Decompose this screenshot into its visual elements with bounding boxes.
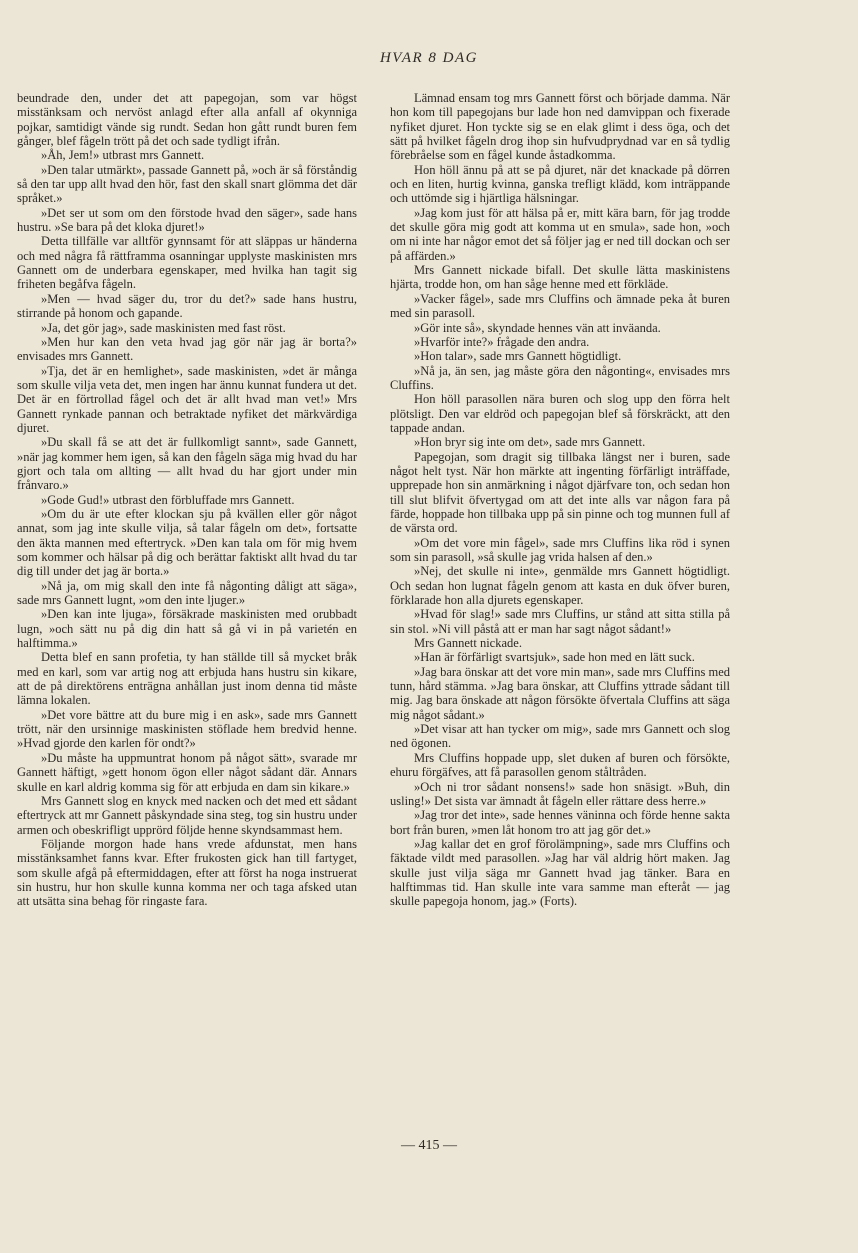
paragraph: »Om du är ute efter klockan sju på kvällen eller gör något annat, som jag inte skulle vilja, så talar fågeln om det», fortsatte den äkta mannen med eftertryck. »Den kan tala om för mig hvem som kommer och hälsar på dig och berättar faktiskt allt hvad du tar dig till under det jag är borta.»: [17, 506, 357, 579]
page-number: — 415 —: [401, 1138, 457, 1153]
paragraph: »Hon talar», sade mrs Gannett högtidligt.: [414, 349, 622, 364]
paragraph: »Vacker fågel», sade mrs Cluffins och ämnade peka åt buren med sin parasoll.: [390, 291, 730, 321]
paragraph: Papegojan, som dragit sig tillbaka längst ner i buren, sade något helt tyst. När hon märkte att ingenting förfärligt inträffade, upprepade hon sin anmärkning i något djärfvare ton, och sedan hon till slut blifvit öfvertygad om att det inte alls var någon fara på färde, hoppade hon tillbaka upp på sin pinne och tog munnen full af de värsta ord.: [390, 449, 730, 536]
paragraph: »Ja, det gör jag», sade maskinisten med fast röst.: [41, 320, 286, 335]
paragraph: »Hon bryr sig inte om det», sade mrs Gannett.: [414, 435, 646, 450]
paragraph: »Gode Gud!» utbrast den förbluffade mrs Gannett.: [41, 492, 295, 507]
paragraph: Detta blef en sann profetia, ty han ställde till så mycket bråk med en karl, som var artig nog att erbjuda hans hustru sin kikare, att de på direktörens enträgna anhållan just inom denna tid måste lämna lokalen.: [17, 650, 357, 708]
paragraph: »Åh, Jem!» utbrast mrs Gannett.: [41, 148, 205, 163]
paragraph: »Och ni tror sådant nonsens!» sade hon snäsigt. »Buh, din usling!» Det sista var ämnadt åt fågeln eller rättare dess herre.»: [390, 779, 730, 808]
paragraph: »Du måste ha uppmuntrat honom på något sätt», svarade mr Gannett häftigt, »gett honom ögon eller något sådant där. Annars skulle en karl aldrig komma sig för att erbjuda en dam sin kikare.»: [17, 750, 357, 794]
paragraph: Detta tillfälle var alltför gynnsamt för att släppas ur händerna och med några få rättframma osanningar upplyste maskinisten mrs Gannett om de underbara egenskaper, med hvilka han tagit sig friheten begåfva fågeln.: [17, 234, 357, 292]
paragraph: »Du skall få se att det är fullkomligt sannt», sade Gannett, »när jag kommer hem igen, så kan den fågeln säga mig hvad du har gjort och tala om allting — allt hvad du har gjort under min frånvaro.»: [17, 435, 357, 493]
paragraph: »Det vore bättre att du bure mig i en ask», sade mrs Gannett trött, när den ursinnige maskinisten stöflade hem bredvid henne. »Hvad gjorde den karlen för ondt?»: [17, 707, 357, 751]
paragraph: »Nej, det skulle ni inte», genmälde mrs Gannett högtidligt. Och sedan hon lugnat fågeln genom att kasta en duk öfver buren, förklarade hon alla djurets egenskaper.: [390, 564, 730, 608]
paragraph: Mrs Cluffins hoppade upp, slet duken af buren och försökte, ehuru förgäfves, att få parasollen genom ståltråden.: [390, 750, 730, 780]
paragraph: »Men — hvad säger du, tror du det?» sade hans hustru, stirrande på honom och gapande.: [17, 291, 357, 321]
paragraph: Mrs Gannett nickade bifall. Det skulle lätta maskinistens hjärta, trodde hon, om han såge henne med ett förkläde.: [390, 263, 730, 292]
paragraph: Hon höll parasollen nära buren och slog upp den förra helt plötsligt. Den var eldröd och papegojan blef så förskräckt, att den tappade andan.: [390, 392, 730, 435]
paragraph: »Men hur kan den veta hvad jag gör när jag är borta?» envisades mrs Gannett.: [17, 334, 357, 364]
left-column: [17, 91, 357, 909]
paragraph: Följande morgon hade hans vrede afdunstat, men hans misstänksamhet fanns kvar. Efter frukosten gick han till fartyget, som skulle afgå på eftermiddagen, efter att först ha noga instruerat sin hustru, hur hon skulle kunna komma ner och taga afsked utan att utsätta sina behag för ringaste fara.: [17, 836, 357, 909]
paragraph: Mrs Gannett nickade.: [414, 636, 522, 651]
paragraph: »Det ser ut som om den förstode hvad den säger», sade hans hustru. »Se bara på det kloka djuret!»: [17, 205, 357, 235]
right-column: [390, 91, 730, 909]
paragraph: »Jag kallar det en grof förolämpning», sade mrs Cluffins och fäktade vildt med parasollen. »Jag har väl aldrig hört maken. Jag skulle just vilja säga mr Gannett hvad jag tänker. Bara en halftimmas tid. Han skulle inte vara samme man efteråt — jag skulle papegoja honom, jag.» (Forts).: [390, 836, 730, 909]
running-head: HVAR 8 DAG: [379, 50, 479, 66]
paragraph: Hon höll ännu på att se på djuret, när det knackade på dörren och en liten, hurtig kvinna, ganska trefligt klädd, kom inträppande och uttömde sig i hjärtliga hälsningar.: [390, 162, 730, 206]
paragraph: »Nå ja, om mig skall den inte få någonting dåligt att säga», sade mrs Gannett lugnt, »om den inte ljuger.»: [17, 578, 357, 608]
paragraph: »Jag kom just för att hälsa på er, mitt kära barn, för jag trodde det skulle göra mig godt att komma ut en smula», sade hon, »och om ni inte har någor emot det så följer jag er ned till dockan och ser på affärden.»: [390, 205, 730, 263]
paragraph: »Hvad för slag!» sade mrs Cluffins, ur stånd att sitta stilla på sin stol. »Ni vill påstå att er man har sagt något sådant!»: [390, 607, 730, 636]
paragraph: beundrade den, under det att papegojan, som var högst misstänksam och nervöst anlagd efter alla anfall af okynniga pojkar, samtidigt vände sig rundt. Sedan hon gått rundt buren fem gånger, blef fågeln trött på det och sade tydligt ifrån.: [17, 91, 357, 149]
paragraph: »Den kan inte ljuga», försäkrade maskinisten med orubbadt lugn, »och sätt nu på dig din hatt så gå vi in på varietén en halftimma.»: [17, 607, 357, 651]
paragraph: »Han är förfärligt svartsjuk», sade hon med en lätt suck.: [414, 650, 695, 665]
paragraph: Lämnad ensam tog mrs Gannett först och började damma. När hon kom till papegojans bur lade hon ned damvippan och fixerade nyfiket djuret. Hon tyckte sig se en elak glimt i dess öga, och det sätt på hvilket fågeln drog ihop sin hufvudprydnad var en så tydlig förebråelse som en fågel kunde åstadkomma.: [390, 91, 730, 163]
paragraph: »Nå ja, än sen, jag måste göra den någonting«, envisades mrs Cluffins.: [390, 363, 730, 392]
paragraph: »Tja, det är en hemlighet», sade maskinisten, »det är många som skulle vilja veta det, men ingen har ännu kunnat fundera ut det. Det är en förtrollad fågel och det är allt hvad man vet!» Mrs Gannett rynkade pannan och betraktade nyfiket det märkvärdiga djuret.: [17, 363, 357, 435]
paragraph: »Om det vore min fågel», sade mrs Cluffins lika röd i synen som sin parasoll, »så skulle jag vrida halsen af den.»: [390, 535, 730, 564]
paragraph: »Den talar utmärkt», passade Gannett på, »och är så förståndig så den tar upp allt hvad den hör, fast den skall snart glömma det där språket.»: [17, 162, 357, 206]
paragraph: »Gör inte så», skyndade hennes vän att inväanda.: [414, 320, 661, 335]
paragraph: »Hvarför inte?» frågade den andra.: [414, 334, 590, 349]
paragraph: Mrs Gannett slog en knyck med nacken och det med ett sådant eftertryck att mr Gannett påskyndade sina steg, tog sin hustru under armen och obeskrifligt upprörd följde henne skyndsammast hem.: [17, 793, 357, 837]
paragraph: »Det visar att han tycker om mig», sade mrs Gannett och slog ned ögonen.: [390, 722, 730, 751]
paragraph: »Jag tror det inte», sade hennes väninna och förde henne sakta bort från buren, »men låt honom tro att jag gör det.»: [390, 808, 730, 837]
paragraph: »Jag bara önskar att det vore min man», sade mrs Cluffins med tunn, hård stämma. »Jag bara önskar, att Cluffins yttrade sådant till mig. Jag bara önskade att någon försökte öfvertala Cluffins att säga mig något sådant.»: [390, 664, 730, 722]
